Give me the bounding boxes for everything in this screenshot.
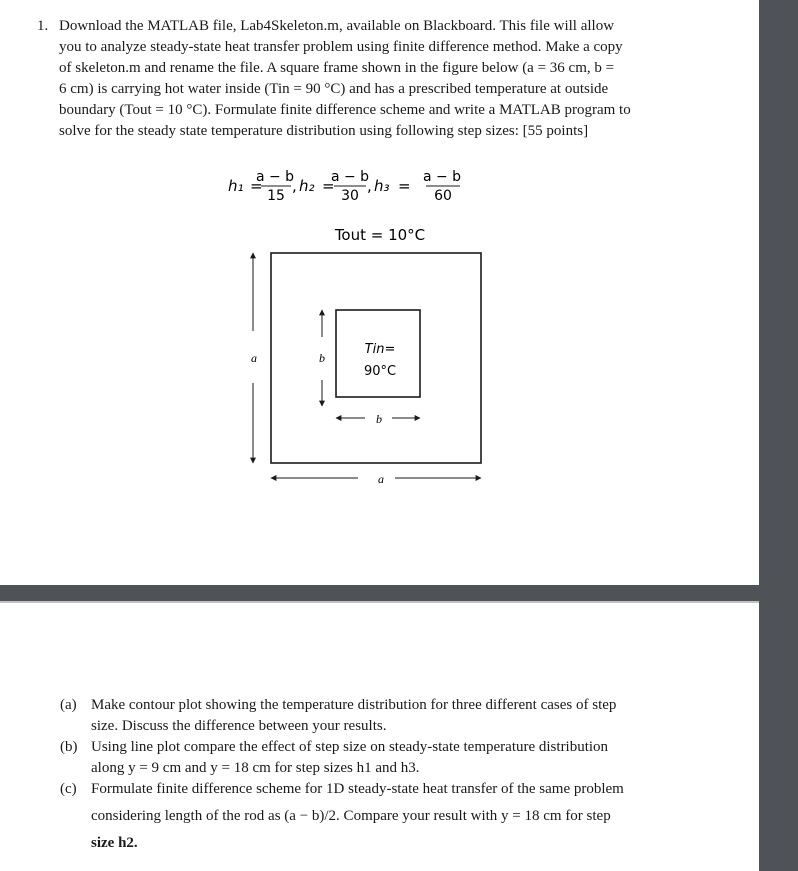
part-c-text bbox=[91, 779, 663, 854]
svg-text:=: = bbox=[250, 177, 263, 195]
part-b-line: Using line plot compare the effect of step size on steady-state temperature distribution bbox=[91, 739, 609, 755]
part-b-text bbox=[91, 737, 663, 779]
intro-line: solve for the steady state temperature distribution using following step sizes: [55 points] bbox=[59, 123, 589, 139]
viewer-scrollbar-gutter[interactable] bbox=[759, 0, 798, 871]
svg-text:=: = bbox=[322, 177, 335, 195]
svg-text:=: = bbox=[398, 177, 411, 195]
inner-width-label: b bbox=[376, 412, 382, 426]
intro-line: boundary (Tout = 10 °C). Formulate finite difference scheme and write a MATLAB program to bbox=[59, 102, 631, 118]
h3-numerator: a − b bbox=[422, 169, 462, 185]
part-a-line: Make contour plot showing the temperature distribution for three different cases of step bbox=[91, 697, 617, 713]
intro-line: of skeleton.m and rename the file. A square frame shown in the figure below (a = 36 cm, b = bbox=[59, 60, 615, 76]
outer-height-label: a bbox=[251, 351, 257, 365]
part-c-line: size h2. bbox=[91, 835, 138, 851]
square-frame-figure bbox=[230, 225, 500, 490]
intro-line: you to analyze steady-state heat transfer problem using finite difference method. Make a copy bbox=[59, 39, 623, 55]
svg-text:,: , bbox=[367, 177, 372, 195]
part-a-text bbox=[91, 695, 663, 737]
part-c-line: Formulate finite difference scheme for 1D steady-state heat transfer of the same problem bbox=[91, 781, 624, 797]
question-number: 1. bbox=[37, 18, 49, 34]
part-a-label: (a) bbox=[60, 697, 77, 713]
t-in-label-line2: 90°C bbox=[363, 364, 397, 379]
part-b-label: (b) bbox=[60, 739, 78, 755]
question-intro bbox=[59, 16, 664, 142]
part-c-label: (c) bbox=[60, 781, 77, 797]
outer-width-label: a bbox=[378, 472, 384, 486]
outer-square bbox=[271, 253, 481, 463]
h2-numerator: a − b bbox=[330, 169, 370, 185]
svg-text:,: , bbox=[292, 177, 297, 195]
h3-symbol: h₃ bbox=[374, 177, 390, 195]
h2-denominator: 30 bbox=[341, 188, 359, 204]
h3-denominator: 60 bbox=[434, 188, 452, 204]
t-in-label-line1: Tin= bbox=[364, 342, 396, 357]
h1-denominator: 15 bbox=[267, 188, 285, 204]
part-b-line: along y = 9 cm and y = 18 cm for step sizes h1 and h3. bbox=[91, 760, 420, 776]
t-out-label: Tout = 10°C bbox=[334, 226, 426, 244]
intro-line: Download the MATLAB file, Lab4Skeleton.m, available on Blackboard. This file will allow bbox=[59, 18, 615, 34]
page-separator bbox=[0, 585, 759, 601]
intro-line: 6 cm) is carrying hot water inside (Tin = 90 °C) and has a prescribed temperature at outside bbox=[59, 81, 609, 97]
h1-numerator: a − b bbox=[255, 169, 295, 185]
part-a-line: size. Discuss the difference between your results. bbox=[91, 718, 387, 734]
h2-symbol: h₂ bbox=[299, 177, 315, 195]
part-c-line: considering length of the rod as (a − b)/2. Compare your result with y = 18 cm for step bbox=[91, 808, 611, 824]
h1-symbol: h₁ bbox=[228, 177, 244, 195]
inner-height-label: b bbox=[319, 351, 325, 365]
step-size-formula bbox=[228, 162, 468, 212]
